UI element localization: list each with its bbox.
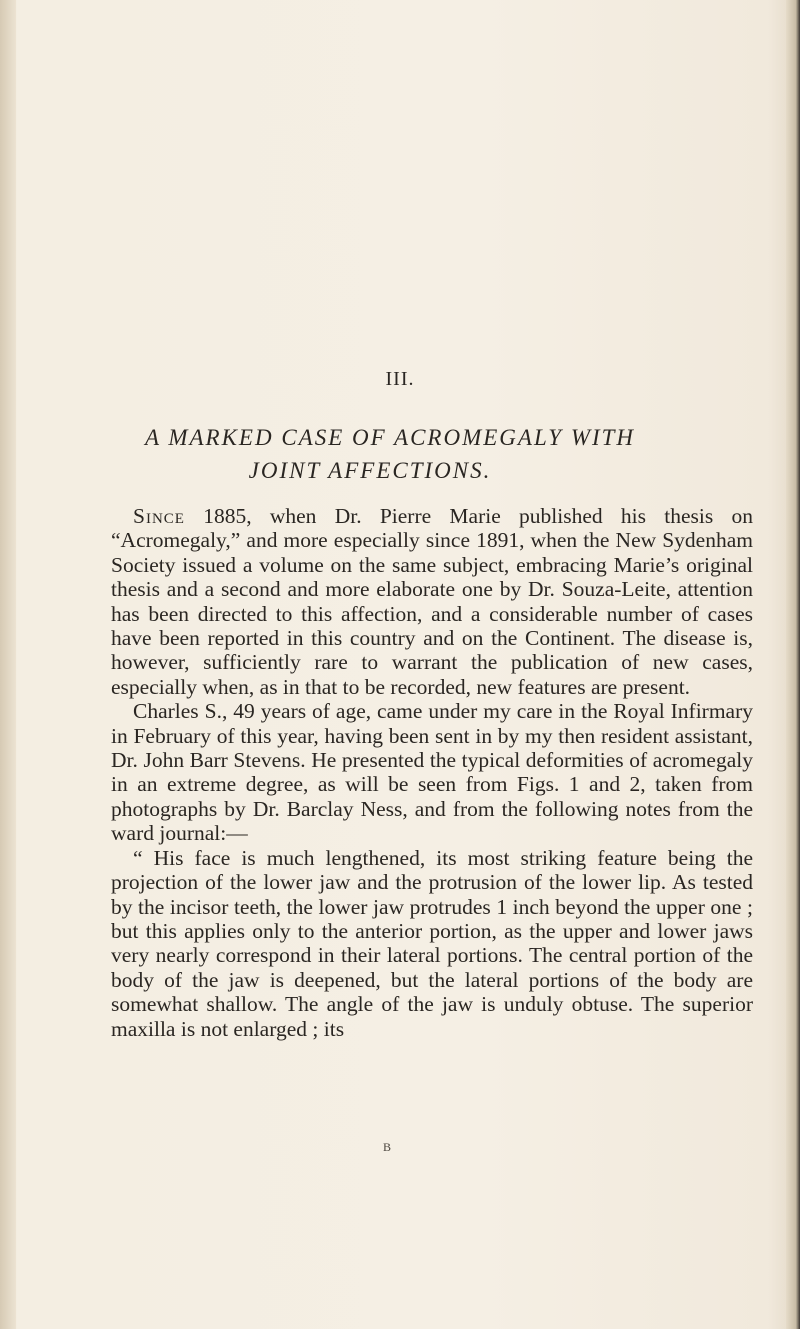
article-title-line-2: JOINT AFFECTIONS.: [248, 458, 492, 483]
paragraph-1: [111, 504, 753, 699]
section-number: III.: [385, 368, 415, 390]
article-title-line-1: A MARKED CASE OF ACROMEGALY WITH: [144, 425, 636, 450]
signature-mark: B: [383, 1140, 392, 1154]
page-edge-right: [786, 0, 800, 1329]
article-body: [111, 504, 753, 1041]
page-gutter-left: [0, 0, 16, 1329]
paragraph-2: Charles S., 49 years of age, came under my care in the Royal Infirmary in February of this year, having been sent in by my then resident assistant, Dr. John Barr Stevens. He presented the typical deformities of acromegaly in an extreme degree, as will be seen from Figs. 1 and 2, taken from photographs by Dr. Barclay Ness, and from the following notes from the ward journal:—: [111, 699, 753, 846]
paragraph-3: “ His face is much lengthened, its most striking feature being the projection of the lower jaw and the protrusion of the lower lip. As tested by the incisor teeth, the lower jaw protrudes 1 inch beyond the upper one ; but this applies only to the anterior portion, as the upper and lower jaws very nearly correspond in their lateral portions. The central portion of the body of the jaw is deepened, but the lateral portions of the body are somewhat shallow. The angle of the jaw is unduly obtuse. The superior maxilla is not enlarged ; its: [111, 845, 753, 1041]
paragraph-1-text: 1885, when Dr. Pierre Marie published his thesis on “Acromegaly,” and more especially since 1891, when the New Sydenham Society issued a volume on the same subject, embracing Marie’s original thesis and a second and more elaborate one by Dr. Souza-Leite, attention has been directed to this affection, and a considerable number of cases have been reported in this country and on the Continent. The disease is, however, sufficiently rare to warrant the publication of new cases, especially when, as in that to be recorded, new features are present.: [111, 504, 753, 699]
opening-word: Since: [133, 504, 185, 528]
